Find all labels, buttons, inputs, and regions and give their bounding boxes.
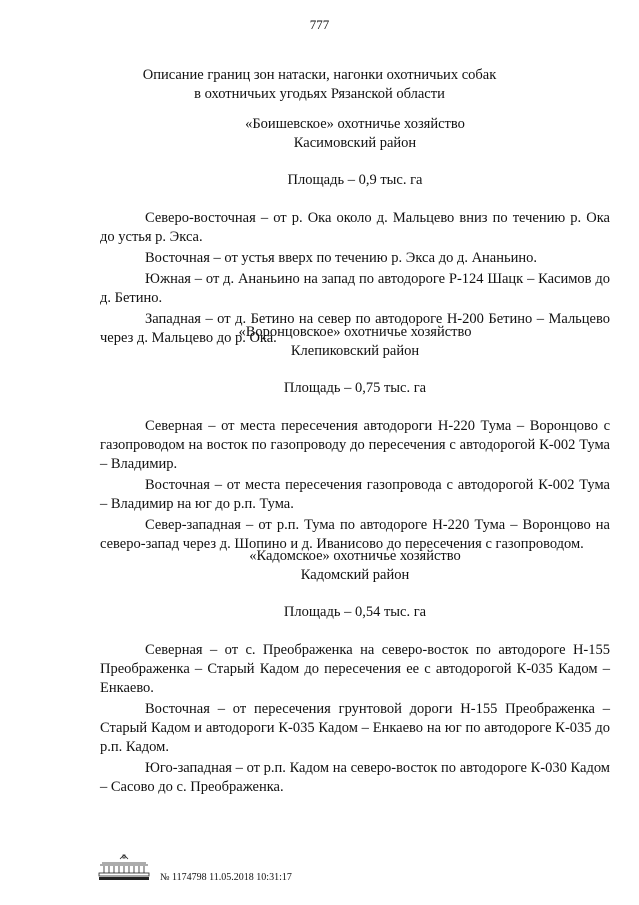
boundary-paragraph: Восточная – от пересечения грунтовой дороги Н-155 Преображенка – Старый Кадом и автодороги К-035 Кадом – Енкаево на юг по автодороге К-035 до р.п. Кадом.	[100, 701, 610, 755]
boundary-paragraph: Северная – от места пересечения автодороги Н-220 Тума – Воронцово с газопроводом на восток по газопроводу до пересечения с автодорогой К-002 Тума – Владимир.	[100, 418, 610, 472]
section-name: «Воронцовское» охотничье хозяйство	[238, 324, 472, 340]
document-title	[60, 66, 579, 104]
section-district: Клепиковский район	[290, 343, 420, 359]
document-title-line-1: Описание границ зон натаски, нагонки охотничьих собак	[142, 67, 497, 83]
section-area: Площадь – 0,75 тыс. га	[283, 380, 427, 396]
boundary-paragraph: Северо-восточная – от р. Ока около д. Мальцево вниз по течению р. Ока до устья р. Экса.	[100, 210, 610, 245]
document-footer	[96, 858, 292, 886]
document-title-line-2: в охотничьих угодьях Рязанской области	[194, 86, 445, 102]
boundary-paragraph: Западная – от д. Бетино на север по автодороге Н-200 Бетино – Мальцево через д. Мальцево до р. Ока.	[100, 311, 610, 346]
section-kadomskoe	[100, 547, 610, 799]
government-building-icon	[96, 853, 152, 886]
boundary-paragraph: Север-западная – от р.п. Тума по автодороге Н-220 Тума – Воронцово на северо-запад через д. Шопино и д. Иванисово до пересечения с газопроводом.	[100, 517, 610, 552]
boundary-paragraph: Восточная – от устья вверх по течению р. Экса до д. Ананьино.	[145, 250, 538, 266]
section-district: Касимовский район	[293, 135, 417, 151]
boundary-paragraph: Восточная – от места пересечения газопровода с автодорогой К-002 Тума – Владимир на юг до р.п. Тума.	[100, 477, 610, 512]
section-district: Кадомский район	[300, 567, 410, 583]
section-area: Площадь – 0,9 тыс. га	[287, 172, 423, 188]
section-area: Площадь – 0,54 тыс. га	[283, 604, 427, 620]
boundary-paragraph: Юго-западная – от р.п. Кадом на северо-восток по автодороге К-030 Кадом – Сасово до с. Преображенка.	[100, 760, 610, 795]
document-stamp: № 1174798 11.05.2018 10:31:17	[160, 872, 292, 883]
section-boishevskoe	[100, 115, 610, 350]
section-vorontsovskoe	[100, 323, 610, 556]
boundary-paragraph: Северная – от с. Преображенка на северо-восток по автодороге Н-155 Преображенка – Старый Кадом до пересечения ее с автодорогой К-035 Кадом – Енкаево.	[100, 642, 610, 696]
boundary-paragraph: Южная – от д. Ананьино на запад по автодороге Р-124 Шацк – Касимов до д. Бетино.	[100, 271, 610, 306]
section-name: «Боишевское» охотничье хозяйство	[245, 116, 465, 132]
page-number: 777	[309, 17, 330, 32]
section-name: «Кадомское» охотничье хозяйство	[249, 548, 461, 564]
